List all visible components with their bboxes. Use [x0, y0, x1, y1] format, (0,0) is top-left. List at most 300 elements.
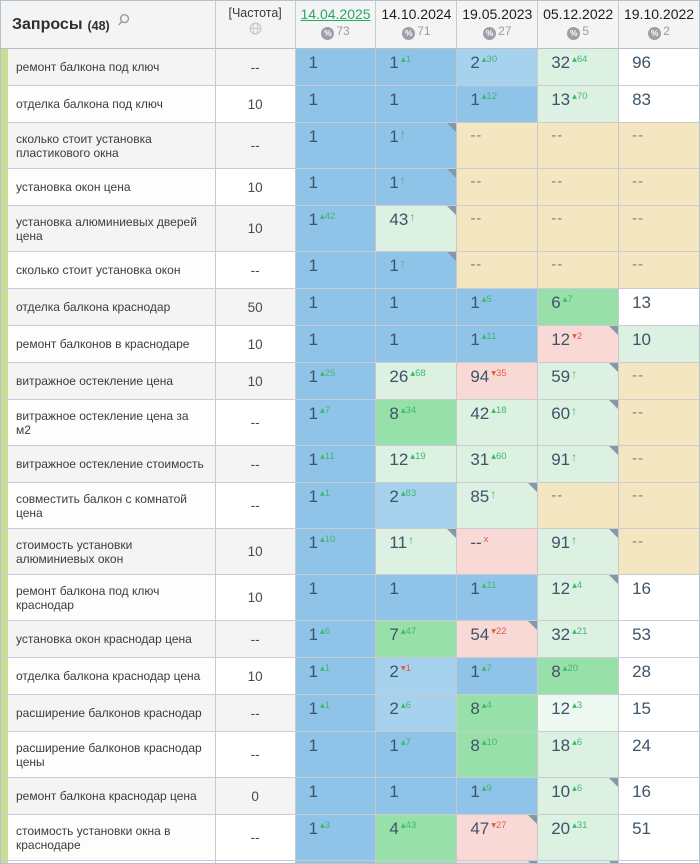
date-header-label[interactable]: 19.05.2023 — [462, 6, 533, 22]
frequency-cell: -- — [216, 695, 296, 731]
position-value: 96 — [632, 53, 652, 72]
position-cell[interactable] — [619, 289, 699, 325]
note-corner-icon — [609, 446, 618, 455]
position-cell[interactable] — [296, 123, 377, 168]
position-cell[interactable] — [538, 695, 619, 731]
position-cell[interactable] — [296, 529, 377, 574]
position-cell[interactable] — [457, 169, 538, 205]
position-cell[interactable] — [457, 49, 538, 85]
position-value: 8 — [470, 736, 480, 755]
query-label: ремонт балкона под ключ — [16, 60, 160, 74]
query-label: установка окон цена — [16, 180, 131, 194]
position-cell[interactable] — [538, 169, 619, 205]
up-arrow-icon: ↑ — [571, 450, 578, 464]
delta-up-value: ▴3 — [320, 820, 331, 831]
position-cell[interactable] — [296, 695, 377, 731]
position-value: -- — [632, 173, 645, 190]
up-arrow-icon: ↑ — [571, 533, 578, 547]
query-cell[interactable] — [1, 86, 216, 122]
position-cell[interactable] — [376, 252, 457, 288]
date-column-header[interactable] — [619, 1, 699, 49]
frequency-column-header[interactable] — [216, 1, 296, 49]
up-arrow-icon: ↑ — [399, 173, 406, 187]
position-value: 1 — [308, 579, 318, 598]
position-cell[interactable] — [619, 123, 699, 168]
position-value: 1 — [470, 90, 480, 109]
position-cell[interactable] — [619, 446, 699, 482]
note-corner-icon — [447, 169, 456, 178]
note-corner-icon — [447, 206, 456, 215]
position-cell[interactable] — [376, 169, 457, 205]
delta-up-value: ▴25 — [320, 368, 336, 379]
position-cell[interactable] — [457, 621, 538, 657]
position-cell[interactable] — [619, 86, 699, 122]
frequency-cell: 50 — [216, 289, 296, 325]
row-status-strip — [1, 326, 8, 362]
position-cell[interactable] — [619, 252, 699, 288]
position-value: -- — [470, 533, 482, 552]
position-cell[interactable] — [376, 400, 457, 445]
note-corner-icon — [528, 483, 537, 492]
position-cell[interactable] — [296, 575, 377, 620]
delta-up-value: ▴70 — [572, 91, 588, 102]
position-cell[interactable] — [376, 446, 457, 482]
query-cell[interactable] — [1, 123, 216, 168]
position-value: 16 — [632, 579, 652, 598]
search-icon[interactable] — [117, 13, 131, 32]
query-cell[interactable] — [1, 206, 216, 251]
position-value: 1 — [389, 173, 399, 192]
position-cell[interactable] — [376, 695, 457, 731]
table-row — [1, 86, 699, 123]
position-value: 2 — [389, 699, 399, 718]
position-value: 91 — [551, 450, 571, 469]
position-value: -- — [551, 487, 564, 504]
globe-icon — [249, 22, 262, 40]
date-column-header[interactable] — [296, 1, 377, 49]
position-cell[interactable] — [376, 86, 457, 122]
table-row — [1, 326, 699, 363]
position-cell[interactable] — [457, 695, 538, 731]
position-cell[interactable] — [619, 529, 699, 574]
note-corner-icon — [609, 363, 618, 372]
position-cell[interactable] — [376, 732, 457, 777]
delta-up-value: ▴6 — [400, 700, 411, 711]
date-header-label[interactable]: 05.12.2022 — [543, 6, 614, 22]
query-cell[interactable] — [1, 529, 216, 574]
delta-up-value: ▴10 — [320, 534, 336, 545]
row-status-strip — [1, 400, 8, 445]
date-header-label[interactable]: 14.10.2024 — [381, 6, 452, 22]
note-corner-icon — [447, 529, 456, 538]
position-cell[interactable] — [376, 326, 457, 362]
date-header-label[interactable]: 14.04.2025 — [300, 6, 371, 22]
position-cell[interactable] — [538, 815, 619, 860]
position-cell[interactable] — [457, 363, 538, 399]
query-label: ремонт балкона краснодар цена — [16, 789, 197, 803]
position-value: 10 — [632, 330, 652, 349]
position-cell[interactable] — [538, 123, 619, 168]
position-cell[interactable] — [457, 575, 538, 620]
table-row — [1, 123, 699, 169]
position-cell[interactable] — [457, 326, 538, 362]
position-cell[interactable] — [296, 326, 377, 362]
table-row — [1, 483, 699, 529]
position-cell[interactable] — [376, 658, 457, 694]
position-cell[interactable] — [376, 123, 457, 168]
position-cell[interactable] — [296, 621, 377, 657]
position-value: 26 — [389, 367, 409, 386]
date-column-header[interactable] — [457, 1, 538, 49]
position-value: 1 — [308, 127, 318, 146]
frequency-cell: -- — [216, 621, 296, 657]
position-value: 1 — [389, 330, 399, 349]
position-value: -- — [551, 127, 564, 144]
position-cell[interactable] — [538, 49, 619, 85]
frequency-cell: 10 — [216, 529, 296, 574]
frequency-cell: 10 — [216, 575, 296, 620]
position-value: 10 — [551, 782, 571, 801]
table-row — [1, 169, 699, 206]
position-cell[interactable] — [457, 289, 538, 325]
query-cell[interactable] — [1, 289, 216, 325]
frequency-cell: -- — [216, 732, 296, 777]
delta-up-value: ▴42 — [320, 211, 336, 222]
table-body — [1, 49, 699, 864]
date-header-meta — [567, 24, 589, 40]
up-arrow-icon: ↑ — [408, 533, 415, 547]
queries-count: (48) — [87, 18, 110, 33]
position-cell[interactable] — [538, 732, 619, 777]
position-cell[interactable] — [457, 206, 538, 251]
position-value: 1 — [389, 53, 399, 72]
position-cell[interactable] — [457, 815, 538, 860]
percent-icon: % — [402, 27, 415, 40]
delta-up-value: ▴19 — [410, 451, 426, 462]
row-status-strip — [1, 123, 8, 168]
position-cell[interactable] — [538, 483, 619, 528]
position-value: 1 — [389, 579, 399, 598]
position-cell[interactable] — [296, 658, 377, 694]
position-value: 1 — [389, 127, 399, 146]
position-value: 2 — [389, 487, 399, 506]
frequency-cell: 10 — [216, 658, 296, 694]
note-corner-icon — [609, 575, 618, 584]
row-status-strip — [1, 529, 8, 574]
table-row — [1, 695, 699, 732]
position-value: 42 — [470, 404, 490, 423]
delta-up-value: ▴11 — [481, 580, 497, 591]
query-cell[interactable] — [1, 815, 216, 860]
position-cell[interactable] — [457, 252, 538, 288]
query-label: сколько стоит установка окон — [16, 263, 181, 277]
position-value: -- — [632, 487, 645, 504]
position-value: -- — [551, 256, 564, 273]
position-cell[interactable] — [619, 400, 699, 445]
frequency-cell: -- — [216, 252, 296, 288]
query-label: установка окон краснодар цена — [16, 632, 192, 646]
delta-up-value: ▴4 — [481, 700, 492, 711]
query-cell[interactable] — [1, 778, 216, 814]
position-cell[interactable] — [457, 529, 538, 574]
position-cell[interactable] — [538, 621, 619, 657]
position-cell[interactable] — [619, 49, 699, 85]
position-value: 60 — [551, 404, 571, 423]
checked-percent-count: 2 — [663, 24, 670, 38]
position-value: 1 — [389, 782, 399, 801]
position-cell[interactable] — [538, 400, 619, 445]
position-value: 1 — [308, 819, 318, 838]
delta-up-value: ▴21 — [572, 626, 588, 637]
delta-up-value: ▴34 — [400, 405, 417, 416]
query-cell[interactable] — [1, 252, 216, 288]
position-cell[interactable] — [376, 363, 457, 399]
up-arrow-icon: ↑ — [409, 210, 416, 224]
position-value: -- — [632, 210, 645, 227]
query-cell[interactable] — [1, 732, 216, 777]
query-cell[interactable] — [1, 326, 216, 362]
delta-down-value: ▾1 — [400, 663, 411, 674]
position-value: 12 — [389, 450, 409, 469]
note-corner-icon — [447, 252, 456, 261]
date-column-header[interactable] — [538, 1, 619, 49]
position-cell[interactable] — [296, 778, 377, 814]
query-cell[interactable] — [1, 658, 216, 694]
position-cell[interactable] — [538, 326, 619, 362]
row-status-strip — [1, 778, 8, 814]
date-header-meta — [648, 24, 670, 40]
delta-up-value: ▴68 — [410, 368, 426, 379]
position-value: 24 — [632, 736, 652, 755]
position-value: 1 — [308, 625, 318, 644]
table-row — [1, 446, 699, 483]
position-cell[interactable] — [457, 400, 538, 445]
position-value: 1 — [308, 53, 318, 72]
query-label: отделка балкона краснодар цена — [16, 669, 201, 683]
position-cell[interactable] — [296, 363, 377, 399]
position-cell[interactable] — [376, 815, 457, 860]
position-value: 1 — [308, 330, 318, 349]
position-cell[interactable] — [376, 529, 457, 574]
position-cell[interactable] — [538, 289, 619, 325]
position-value: 12 — [551, 330, 571, 349]
position-cell[interactable] — [457, 123, 538, 168]
frequency-cell: 10 — [216, 86, 296, 122]
position-value: 1 — [470, 662, 480, 681]
delta-up-value: ▴10 — [481, 737, 498, 748]
table-row — [1, 363, 699, 400]
checked-percent-count: 71 — [417, 24, 431, 38]
position-value: 1 — [308, 699, 318, 718]
position-cell[interactable] — [619, 695, 699, 731]
position-cell[interactable] — [296, 169, 377, 205]
query-cell[interactable] — [1, 169, 216, 205]
position-cell[interactable] — [457, 658, 538, 694]
query-label: отделка балкона под ключ — [16, 97, 163, 111]
position-cell[interactable] — [538, 206, 619, 251]
position-value: 91 — [551, 533, 571, 552]
position-cell[interactable] — [619, 815, 699, 860]
query-label: расширение балконов краснодар — [16, 706, 202, 720]
position-cell[interactable] — [457, 86, 538, 122]
delta-up-value: ▴11 — [320, 451, 335, 462]
position-value: 4 — [389, 819, 399, 838]
position-cell[interactable] — [376, 778, 457, 814]
position-cell[interactable] — [376, 483, 457, 528]
position-value: -- — [470, 173, 483, 190]
queries-title: Запросы — [12, 15, 83, 33]
position-value: 8 — [551, 662, 561, 681]
date-column-header[interactable] — [376, 1, 457, 49]
query-label: витражное остекление цена — [16, 374, 174, 388]
position-value: 53 — [632, 625, 652, 644]
position-cell[interactable] — [376, 49, 457, 85]
query-cell[interactable] — [1, 695, 216, 731]
delta-up-value: ▴7 — [400, 737, 411, 748]
position-cell[interactable] — [619, 169, 699, 205]
query-cell[interactable] — [1, 575, 216, 620]
position-cell[interactable] — [296, 49, 377, 85]
position-cell[interactable] — [457, 483, 538, 528]
dropped-x-icon: x — [483, 534, 489, 545]
position-value: -- — [551, 173, 564, 190]
position-cell[interactable] — [376, 289, 457, 325]
position-cell[interactable] — [296, 483, 377, 528]
delta-up-value: ▴7 — [562, 294, 573, 305]
table-row — [1, 732, 699, 778]
position-cell[interactable] — [619, 206, 699, 251]
row-status-strip — [1, 815, 8, 860]
delta-up-value: ▴6 — [320, 626, 331, 637]
delta-up-value: ▴60 — [491, 451, 507, 462]
row-status-strip — [1, 575, 8, 620]
position-value: 8 — [389, 404, 399, 423]
position-cell[interactable] — [296, 206, 377, 251]
position-value: 1 — [389, 293, 399, 312]
note-corner-icon — [447, 123, 456, 132]
note-corner-icon — [609, 326, 618, 335]
position-cell[interactable] — [538, 778, 619, 814]
delta-up-value: ▴83 — [400, 488, 417, 499]
query-cell[interactable] — [1, 49, 216, 85]
position-cell[interactable] — [538, 446, 619, 482]
checked-percent-count: 5 — [582, 24, 589, 38]
position-cell[interactable] — [538, 252, 619, 288]
position-value: 8 — [470, 699, 480, 718]
position-value: 1 — [308, 404, 318, 423]
query-label: витражное остекление стоимость — [16, 457, 204, 471]
position-cell[interactable] — [619, 326, 699, 362]
position-cell[interactable] — [538, 529, 619, 574]
position-cell[interactable] — [619, 732, 699, 777]
checked-percent-count: 73 — [336, 24, 350, 38]
frequency-cell: -- — [216, 815, 296, 860]
delta-down-value: ▾2 — [572, 331, 583, 342]
position-cell[interactable] — [619, 778, 699, 814]
position-value: 28 — [632, 662, 652, 681]
position-value: -- — [632, 256, 645, 273]
position-cell[interactable] — [619, 363, 699, 399]
query-cell[interactable] — [1, 446, 216, 482]
position-cell[interactable] — [376, 575, 457, 620]
position-cell[interactable] — [538, 86, 619, 122]
position-cell[interactable] — [296, 732, 377, 777]
query-cell[interactable] — [1, 363, 216, 399]
up-arrow-icon: ↑ — [399, 256, 406, 270]
position-value: 1 — [308, 210, 318, 229]
row-status-strip — [1, 206, 8, 251]
frequency-cell: -- — [216, 123, 296, 168]
position-cell[interactable] — [538, 575, 619, 620]
checked-percent-count: 27 — [498, 24, 512, 38]
position-value: 94 — [470, 367, 490, 386]
position-cell[interactable] — [457, 778, 538, 814]
date-header-meta — [402, 24, 430, 40]
delta-up-value: ▴7 — [320, 405, 331, 416]
delta-up-value: ▴43 — [400, 820, 417, 831]
position-value: -- — [632, 367, 645, 384]
position-cell[interactable] — [296, 446, 377, 482]
position-cell[interactable] — [296, 400, 377, 445]
table-row — [1, 252, 699, 289]
note-corner-icon — [528, 815, 537, 824]
delta-up-value: ▴11 — [481, 331, 497, 342]
position-value: 1 — [308, 662, 318, 681]
position-cell[interactable] — [619, 575, 699, 620]
position-value: -- — [632, 404, 645, 421]
position-cell[interactable] — [538, 363, 619, 399]
position-cell[interactable] — [296, 815, 377, 860]
percent-icon: % — [483, 27, 496, 40]
position-cell[interactable] — [619, 658, 699, 694]
position-cell[interactable] — [538, 658, 619, 694]
position-value: 1 — [308, 173, 318, 192]
position-value: 6 — [551, 293, 561, 312]
row-status-strip — [1, 169, 8, 205]
position-cell[interactable] — [619, 483, 699, 528]
position-cell[interactable] — [376, 206, 457, 251]
date-header-label[interactable]: 19.10.2022 — [623, 6, 695, 22]
delta-up-value: ▴3 — [572, 700, 583, 711]
position-cell[interactable] — [296, 86, 377, 122]
queries-column-header[interactable] — [1, 1, 216, 49]
position-cell[interactable] — [619, 621, 699, 657]
position-cell[interactable] — [296, 252, 377, 288]
delta-up-value: ▴4 — [572, 580, 583, 591]
position-cell[interactable] — [296, 289, 377, 325]
table-row — [1, 778, 699, 815]
query-label: отделка балкона краснодар — [16, 300, 171, 314]
position-value: 1 — [308, 256, 318, 275]
position-value: 11 — [389, 533, 408, 552]
table-row — [1, 49, 699, 86]
position-cell[interactable] — [457, 446, 538, 482]
delta-up-value: ▴6 — [572, 783, 583, 794]
table-header-row — [1, 1, 699, 49]
position-cell[interactable] — [376, 621, 457, 657]
table-row — [1, 815, 699, 861]
position-cell[interactable] — [457, 732, 538, 777]
position-value: 2 — [389, 662, 399, 681]
position-value: -- — [632, 450, 645, 467]
query-cell[interactable] — [1, 621, 216, 657]
query-cell[interactable] — [1, 483, 216, 528]
query-cell[interactable] — [1, 400, 216, 445]
position-value: 1 — [308, 533, 318, 552]
table-row — [1, 575, 699, 621]
row-status-strip — [1, 289, 8, 325]
date-header-meta — [321, 24, 349, 40]
